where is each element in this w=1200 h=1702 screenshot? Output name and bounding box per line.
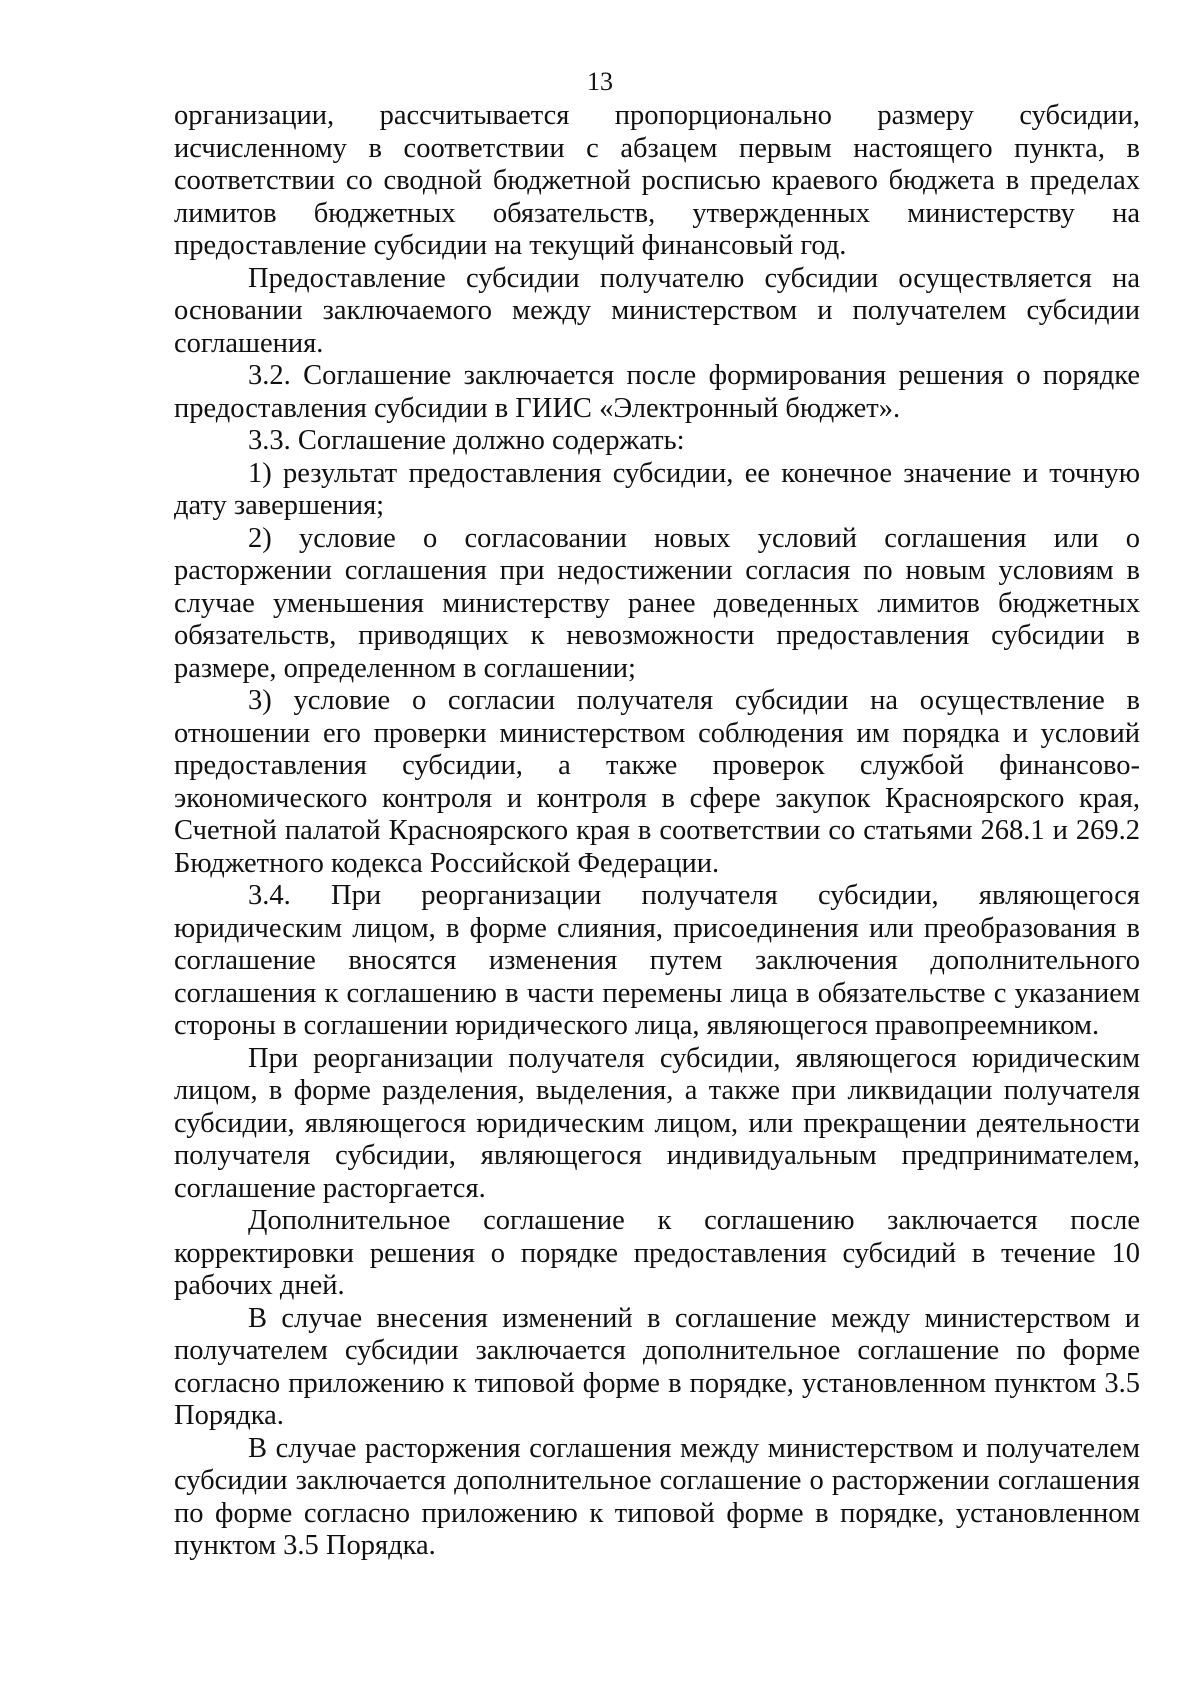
paragraph-3-2: 3.2. Соглашение заключается после формирования решения о порядке предоставления субсидии в ГИИС «Электронный бюджет». xyxy=(174,360,1140,424)
paragraph-reorganization: При реорганизации получателя субсидии, являющегося юридическим лицом, в форме разделения, выделения, а также при ликвидации получателя субсидии, являющегося юридическим лицом, или прекращении деятельности получателя субсидии, являющегося индивидуальным предпринимателем, соглашение расторгается. xyxy=(174,1042,1140,1204)
paragraph-additional-agreement: Дополнительное соглашение к соглашению заключается после корректировки решения о порядке предоставления субсидий в течение 10 рабочих дней. xyxy=(174,1205,1140,1301)
document-body xyxy=(174,100,1140,1563)
paragraph-continuation: организации, рассчитывается пропорционально размеру субсидии, исчисленному в соответствии с абзацем первым настоящего пункта, в соответствии со сводной бюджетной росписью краевого бюджета в пределах лимитов бюджетных обязательств, утвержденных министерству на предоставление субсидии на текущий финансовый год. xyxy=(174,100,1140,261)
paragraph-3-4: 3.4. При реорганизации получателя субсидии, являющегося юридическим лицом, в форме слияния, присоединения или преобразования в соглашение вносятся изменения путем заключения дополнительного соглашения к соглашению в части перемены лица в обязательстве с указанием стороны в соглашении юридического лица, являющегося правопреемником. xyxy=(174,880,1140,1041)
paragraph-amendments: В случае внесения изменений в соглашение между министерством и получателем субсидии заключается дополнительное соглашение по форме согласно приложению к типовой форме в порядке, установленном пунктом 3.5 Порядка. xyxy=(174,1302,1140,1431)
list-item-3: 3) условие о согласии получателя субсидии на осуществление в отношении его проверки министерством соблюдения им порядка и условий предоставления субсидии, а также проверок службой финансово-экономического контроля и контроля в сфере закупок Красноярского края, Счетной палатой Красноярского края в соответствии со статьями 268.1 и 269.2 Бюджетного кодекса Российской Федерации. xyxy=(174,685,1140,879)
paragraph-agreement-basis: Предоставление субсидии получателю субсидии осуществляется на основании заключаемого между министерством и получателем субсидии соглашения. xyxy=(174,262,1140,359)
page-number: 13 xyxy=(587,67,613,96)
paragraph-3-3: 3.3. Соглашение должно содержать: xyxy=(248,425,685,456)
list-item-1: 1) результат предоставления субсидии, ее конечное значение и точную дату завершения; xyxy=(174,457,1140,521)
paragraph-termination: В случае расторжения соглашения между министерством и получателем субсидии заключается дополнительное соглашение о расторжении соглашения по форме согласно приложению к типовой форме в порядке, установленном пунктом 3.5 Порядка. xyxy=(174,1432,1140,1561)
list-item-2: 2) условие о согласовании новых условий соглашения или о расторжении соглашения при недостижении согласия по новым условиям в случае уменьшения министерству ранее доведенных лимитов бюджетных обязательств, приводящих к невозможности предоставления субсидии в размере, определенном в соглашении; xyxy=(174,522,1140,684)
